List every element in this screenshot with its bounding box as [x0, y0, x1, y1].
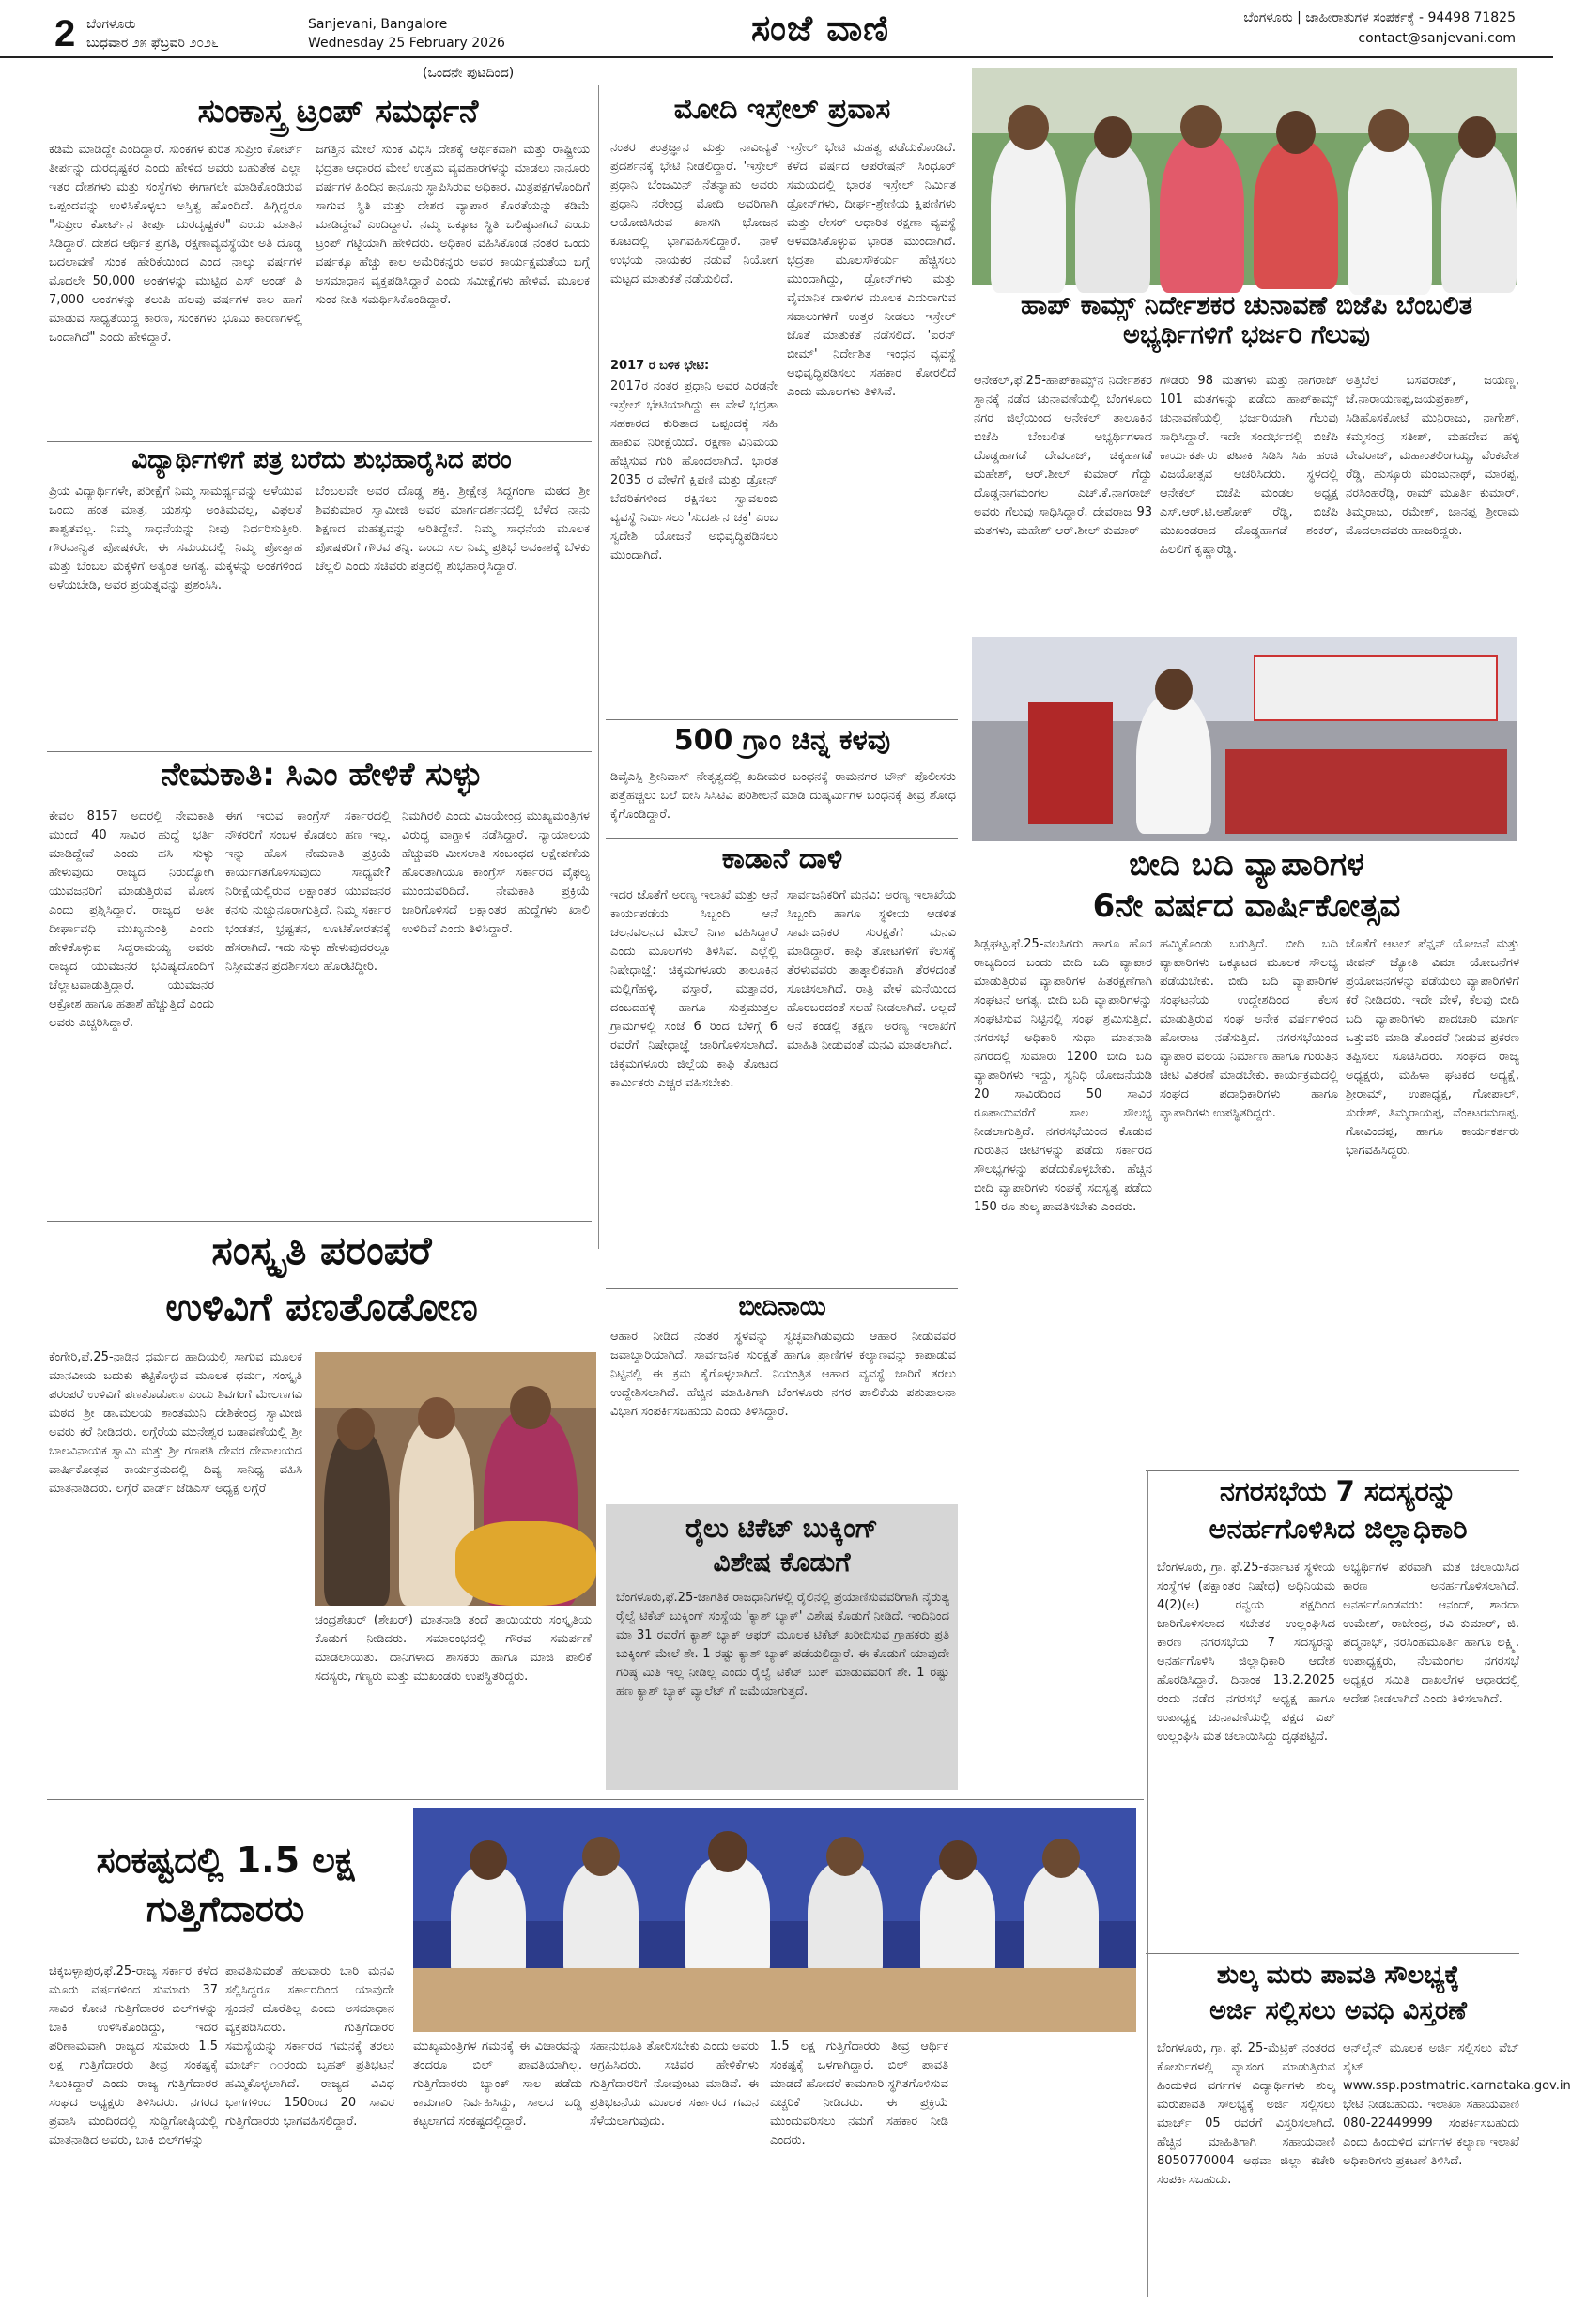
article-body-modi-col1b: 2017ರ ನಂತರ ಪ್ರಧಾನಿ ಅವರ ಎರಡನೇ ಇಸ್ರೇಲ್ ಭೇಟಿಯಾಗಿದ್ದು ಈ ವೇಳೆ ಭದ್ರತಾ ಸಹಕಾರದ ಕುರಿತಾದ ಒಪ್ಪಂದಕ್ಕೆ ಸಹಿ ಹಾಕುವ ನಿರೀಕ್ಷೆಯಿದೆ. ರಕ್ಷಣಾ ವಿನಿಮಯ ಹೆಚ್ಚಿಸುವ ಗುರಿ ಹೊಂದಲಾಗಿದೆ. ಭಾರತ 2035 ರ ವೇಳೆಗೆ ಕ್ಷಿಪಣಿ ಮತ್ತು ಡ್ರೋನ್ ಬೆದರಿಕೆಗಳಿಂದ ರಕ್ಷಿಸಲು ಸ್ವಾವಲಂಬಿ ವ್ಯವಸ್ಥೆ ನಿರ್ಮಿಸಲು 'ಸುದರ್ಶನ ಚಕ್ರ' ಎಂಬ ಸ್ವದೇಶಿ ಯೋಜನೆ ಅಭಿವೃದ್ಧಿಪಡಿಸಲು ಮುಂದಾಗಿದೆ.: [610, 379, 778, 562]
divider: [47, 1221, 592, 1222]
headline-gold: 500 ಗ್ರಾಂ ಚಿನ್ನ ಕಳವು: [673, 724, 891, 757]
article-body-contractors-col5: 1.5 ಲಕ್ಷ ಗುತ್ತಿಗೆದಾರರು ತೀವ್ರ ಆರ್ಥಿಕ ಸಂಕಷ್ಟಕ್ಕೆ ಒಳಗಾಗಿದ್ದಾರೆ. ಬಿಲ್ ಪಾವತಿ ಮಾಡದೆ ಹೋದರೆ ಕಾಮಗಾರಿ ಸ್ಥಗಿತಗೊಳಿಸುವ ಎಚ್ಚರಿಕೆ ನೀಡಿದರು. ಈ ಪ್ರಕ್ರಿಯೆ ಮುಂದುವರಿಸಲು ನಮಗೆ ಸಹಕಾರ ನೀಡಿ ಎಂದರು.: [770, 2039, 948, 2147]
article-body-trump-col1: ಕಡಿಮೆ ಮಾಡಿದ್ದೇ ಎಂದಿದ್ದಾರೆ. ಸುಂಕಗಳ ಕುರಿತ ಸುಪ್ರೀಂ ಕೋರ್ಟ್ ತೀರ್ಪನ್ನು ದುರದೃಷ್ಟಕರ ಎಂದು ಹೇಳಿದ ಅವರು ಬಹುತೇಕ ಎಲ್ಲಾ ಇತರ ದೇಶಗಳು ಮತ್ತು ಸಂಸ್ಥೆಗಳು ಈಗಾಗಲೇ ಮಾಡಿಕೊಂಡಿರುವ ಒಪ್ಪಂದವನ್ನು ಉಳಿಸಿಕೊಳ್ಳಲು ಅಸ್ತಿತ್ವ ಹೊಂದಿದೆ. ಹಿಗ್ಗಿದ್ದರೂ "ಸುಪ್ರೀಂ ಕೋರ್ಟ್‌ನ ತೀರ್ಪು ದುರದೃಷ್ಟಕರ" ಎಂದು ಮಾತಿನ ಸಿಡಿದ್ದಾರೆ. ದೇಶದ ಆರ್ಥಿಕ ಪ್ರಗತಿ, ರಕ್ಷಣಾವ್ಯವಸ್ಥೆಯೇ ಅತಿ ದೊಡ್ಡ ಬದಲಾವಣೆ ಸುಂಕ ಹೇರಿಕೆಯಿಂದ ಎಂದ ನಾಲ್ಕು ವರ್ಷಗಳ ಮೊದಲೇ 50,000 ಅಂಕಗಳನ್ನು ಮುಟ್ಟಿದ ಎಸ್ ಅಂಡ್ ಪಿ 7,000 ಅಂಕಗಳನ್ನು ತಲುಪಿ ಹಲವು ವರ್ಷಗಳ ಕಾಲ ಹಾಗೆ ಮಾಡುವ ಸಾಧ್ಯತೆಯಿದ್ದ ಕಾರಣ, ಸುಂಕಗಳು ಭೂಮಿ ಕಾರಣಗಳಲ್ಲಿ ಒಂದಾಗಿದೆ" ಎಂದು ಹೇಳಿದ್ದಾರೆ.: [49, 143, 302, 345]
article-body-trump-col2: ಜಗತ್ತಿನ ಮೇಲೆ ಸುಂಕ ವಿಧಿಸಿ ದೇಶಕ್ಕೆ ಆರ್ಥಿಕವಾಗಿ ಮತ್ತು ರಾಷ್ಟ್ರೀಯ ಭದ್ರತಾ ಆಧಾರದ ಮೇಲೆ ಉತ್ತಮ ವ್ಯವಹಾರಗಳನ್ನು ಮಾಡಲು ನಾನೂರು ವರ್ಷಗಳ ಹಿಂದಿನ ಕಾನೂನು ಸ್ಥಾಪಿಸಿರುವ ಅಧಿಕಾರ. ಮಿತ್ರಪಕ್ಷಗಳೊಂದಿಗೆ ಸಾಗುವ ಸ್ಥಿತಿ ಮತ್ತು ದೇಶದ ವ್ಯಾಪಾರ ಕೊರತೆಯನ್ನು ಕಡಿಮೆ ಮಾಡಿದ್ದೇವೆ ಎಂದಿದ್ದಾರೆ. ನಮ್ಮ ಒಕ್ಕೂಟ ಸ್ಥಿತಿ ಬಲಿಷ್ಠವಾಗಿದೆ ಎಂದು ಟ್ರಂಪ್ ಗಟ್ಟಿಯಾಗಿ ಹೇಳಿದರು. ಅಧಿಕಾರ ವಹಿಸಿಕೊಂಡ ನಂತರ ಒಂದು ವರ್ಷಕ್ಕೂ ಹೆಚ್ಚು ಕಾಲ ಅಮೆರಿಕನ್ನರು ಅವರ ಕಾರ್ಯಕ್ಷಮತೆಯ ಬಗ್ಗೆ ಅಸಮಾಧಾನ ವ್ಯಕ್ತಪಡಿಸಿದ್ದಾರೆ ಎಂದು ಸಮೀಕ್ಷೆಗಳು ಹೇಳಿವೆ. ಮೂಲಕ ಸುಂಕ ನೀತಿ ಸಮರ್ಥಿಸಿಕೊಂಡಿದ್ದಾರೆ.: [316, 143, 590, 307]
column-divider: [598, 85, 599, 1249]
article-body-students-col1: ಪ್ರಿಯ ವಿದ್ಯಾರ್ಥಿಗಳೇ, ಪರೀಕ್ಷೆಗೆ ನಿಮ್ಮ ಸಾಮರ್ಥ್ಯವನ್ನು ಅಳೆಯುವ ಒಂದು ಹಂತ ಮಾತ್ರ. ಯಶಸ್ಸು ಅಂತಿಮವಲ್ಲ, ವಿಫಲತೆ ಶಾಶ್ವತವಲ್ಲ. ನಿಮ್ಮ ಸಾಧನೆಯನ್ನು ನೀವು ನಿರ್ಧರಿಸುತ್ತೀರಿ. ಗೌರವಾನ್ವಿತ ಪೋಷಕರೇ, ಈ ಸಮಯದಲ್ಲಿ ನಿಮ್ಮ ಪ್ರೋತ್ಸಾಹ ಮತ್ತು ಬೆಂಬಲ ಮಕ್ಕಳಿಗೆ ಅತ್ಯಂತ ಅಗತ್ಯ. ಮಕ್ಕಳನ್ನು ಅಂಕಗಳಿಂದ ಅಳೆಯಬೇಡಿ, ಅವರ ಪ್ರಯತ್ನವನ್ನು ಪ್ರಶಂಸಿಸಿ.: [49, 485, 302, 593]
photo-samskriti-ceremony: [315, 1352, 596, 1606]
article-body-nemakathi-col3: ನಿಮಗಿರಲಿ ಎಂದು ವಿಜಯೇಂದ್ರ ಮುಖ್ಯಮಂತ್ರಿಗಳ ವಿರುದ್ಧ ವಾಗ್ದಾಳಿ ನಡೆಸಿದ್ದಾರೆ. ನ್ಯಾಯಾಲಯ ಹೆಚ್ಚುವರಿ ಮೀಸಲಾತಿ ಸಂಬಂಧದ ಆಕ್ಷೇಪಣೆಯ ಹೊರತಾಗಿಯೂ ಕಾಂಗ್ರೆಸ್ ಸರ್ಕಾರದ ವೈಫಲ್ಯ ಮುಂದುವರಿದಿದೆ. ನೇಮಕಾತಿ ಪ್ರಕ್ರಿಯೆ ಜಾರಿಗೊಳಿಸದೆ ಲಕ್ಷಾಂತರ ಹುದ್ದೆಗಳು ಖಾಲಿ ಉಳಿದಿವೆ ಎಂದು ತಿಳಿಸಿದ್ದಾರೆ.: [402, 809, 590, 936]
headline-railway-line1: ರೈಲು ಟಿಕೆಟ್ ಬುಕ್ಕಿಂಗ್: [685, 1513, 879, 1544]
masthead-ads-contact: ಬೆಂಗಳೂರು | ಜಾಹೀರಾತುಗಳ ಸಂಪರ್ಕಕ್ಕೆ - 94498 71825: [1243, 10, 1516, 25]
page-number: 2: [54, 13, 76, 54]
masthead-contact: [1243, 8, 1516, 49]
article-body-modi-col2: ಇಸ್ರೇಲ್ ಭೇಟಿ ಮಹತ್ವ ಪಡೆದುಕೊಂಡಿದೆ. ಕಳೆದ ವರ್ಷದ ಆಪರೇಷನ್ ಸಿಂಧೂರ್ ಸಮಯದಲ್ಲಿ ಭಾರತ ಇಸ್ರೇಲ್ ನಿರ್ಮಿತ ಡ್ರೋನ್‌ಗಳು, ದೀರ್ಘ-ಶ್ರೇಣಿಯ ಕ್ಷಿಪಣಿಗಳು ಮತ್ತು ಲೇಸರ್ ಆಧಾರಿತ ರಕ್ಷಣಾ ವ್ಯವಸ್ಥೆ ಅಳವಡಿಸಿಕೊಳ್ಳುವ ಭಾರತ ಮುಂದಾಗಿದೆ. ಭದ್ರತಾ ಮೂಲಸೌಕರ್ಯ ಹೆಚ್ಚಿಸಲು ಮುಂದಾಗಿದ್ದು, ಡ್ರೋನ್‌ಗಳು ಮತ್ತು ವೈಮಾನಿಕ ದಾಳಿಗಳ ಮೂಲಕ ಎದುರಾಗುವ ಸವಾಲುಗಳಿಗೆ ಉತ್ತರ ನೀಡಲು ಇಸ್ರೇಲ್ ಜೊತೆ ಮಾತುಕತೆ ನಡೆಸಲಿದೆ. 'ಐರನ್ ಬೀಮ್' ನಿರ್ದೇಶಿತ ಇಂಧನ ವ್ಯವಸ್ಥೆ ಅಭಿವೃದ್ಧಿಪಡಿಸಲು ಸಹಕಾರ ಕೋರಲಿದೆ ಎಂದು ಮೂಲಗಳು ತಿಳಿಸಿವೆ.: [787, 141, 956, 399]
article-body-bidinayi: ಆಹಾರ ನೀಡಿದ ನಂತರ ಸ್ಥಳವನ್ನು ಸ್ವಚ್ಛವಾಗಿಡುವುದು ಆಹಾರ ನೀಡುವವರ ಜವಾಬ್ದಾರಿಯಾಗಿದೆ. ಸಾರ್ವಜನಿಕ ಸುರಕ್ಷತೆ ಹಾಗೂ ಪ್ರಾಣಿಗಳ ಕಲ್ಯಾಣವನ್ನು ಕಾಪಾಡುವ ನಿಟ್ಟಿನಲ್ಲಿ ಈ ಕ್ರಮ ಕೈಗೊಳ್ಳಲಾಗಿದೆ. ನಿಯಂತ್ರಿತ ಆಹಾರ ವ್ಯವಸ್ಥೆ ಜಾರಿಗೆ ತರಲು ಉದ್ದೇಶಿಸಲಾಗಿದೆ. ಹೆಚ್ಚಿನ ಮಾಹಿತಿಗಾಗಿ ಬೆಂಗಳೂರು ನಗರ ಪಾಲಿಕೆಯ ಪಶುಪಾಲನಾ ವಿಭಾಗ ಸಂಪರ್ಕಿಸಬಹುದು ಎಂದು ತಿಳಿಸಿದ್ದಾರೆ.: [610, 1330, 956, 1419]
article-body-kadane-col1: ಇದರ ಜೊತೆಗೆ ಅರಣ್ಯ ಇಲಾಖೆ ಮತ್ತು ಆನೆ ಕಾರ್ಯಪಡೆಯ ಸಿಬ್ಬಂದಿ ಆನೆ ಚಲನವಲನದ ಮೇಲೆ ನಿಗಾ ವಹಿಸಿದ್ದಾರೆ ಎಂದು ಮೂಲಗಳು ತಿಳಿಸಿವೆ. ಎಲ್ಲೆಲ್ಲಿ ನಿಷೇಧಾಜ್ಞೆ: ಚಿಕ್ಕಮಗಳೂರು ತಾಲೂಕಿನ ಮಲ್ಲಿಗೆಹಳ್ಳಿ, ವಸ್ತಾರೆ, ಮತ್ತಾವರ, ದಂಬದಹಳ್ಳಿ ಹಾಗೂ ಸುತ್ತಮುತ್ತಲ ಗ್ರಾಮಗಳಲ್ಲಿ ಸಂಜೆ 6 ರಿಂದ ಬೆಳಿಗ್ಗೆ 6 ರವರೆಗೆ ನಿಷೇಧಾಜ್ಞೆ ಜಾರಿಗೊಳಿಸಲಾಗಿದೆ. ಚಿಕ್ಕಮಗಳೂರು ಜಿಲ್ಲೆಯ ಕಾಫಿ ತೋಟದ ಕಾರ್ಮಿಕರು ಎಚ್ಚರ ವಹಿಸಬೇಕು.: [610, 888, 778, 1090]
continued-tag: (ಒಂದನೇ ಪುಟದಿಂದ): [423, 66, 515, 81]
headline-samskriti-line2: ಉಳಿವಿಗೆ ಪಣತೊಡೋಣ: [165, 1284, 478, 1330]
headline-trump: ಸುಂಕಾಸ್ತ್ರ ಟ್ರಂಪ್ ಸಮರ್ಥನೆ: [197, 93, 479, 131]
divider: [1146, 1953, 1519, 1954]
masthead: [0, 0, 1553, 58]
headline-nagarasabhe-line1: ನಗರಸಭೆಯ 7 ಸದಸ್ಯರನ್ನು: [1219, 1475, 1457, 1507]
masthead-date-kn: ಬುಧವಾರ ೨೫ ಫೆಬ್ರವರಿ ೨೦೨೬: [86, 36, 219, 51]
article-body-railway: ಬೆಂಗಳೂರು,ಫೆ.25-ಜಾಗತಿಕ ರಾಜಧಾನಿಗಳಲ್ಲಿ ರೈಲಿನಲ್ಲಿ ಪ್ರಯಾಣಿಸುವವರಿಗಾಗಿ ನೈರುತ್ಯ ರೈಲ್ವೆ ಟಿಕೆಟ್ ಬುಕ್ಕಿಂಗ್ ಸಂಸ್ಥೆಯ 'ಕ್ಯಾಶ್ ಬ್ಯಾಕ್' ವಿಶೇಷ ಕೊಡುಗೆ ನೀಡಿದೆ. ಇಂದಿನಿಂದ ಮಾ 31 ರವರೆಗೆ ಕ್ಯಾಶ್ ಬ್ಯಾಕ್ ಆಫರ್ ಮೂಲಕ ಟಿಕೆಟ್ ಖರೀದಿಸುವ ಗ್ರಾಹಕರು ಪ್ರತಿ ಬುಕ್ಕಿಂಗ್ ಮೇಲೆ ಶೇ. 1 ರಷ್ಟು ಕ್ಯಾಶ್ ಬ್ಯಾಕ್ ಪಡೆಯಲಿದ್ದಾರೆ. ಈ ಕೊಡುಗೆ ಯಾವುದೇ ಗರಿಷ್ಠ ಮಿತಿ ಇಲ್ಲ ನೀಡಿಲ್ಲ ಎಂದು ರೈಲ್ವೆ ಟಿಕೆಟ್ ಬುಕ್ ಮಾಡುವವರಿಗೆ ಶೇ. 1 ರಷ್ಟು ಹಣ ಕ್ಯಾಶ್ ಬ್ಯಾಕ್ ವ್ಯಾಲೆಟ್ ಗೆ ಜಮೆಯಾಗುತ್ತದೆ.: [616, 1591, 949, 1699]
article-body-kadane-col2: ಸಾರ್ವಜನಿಕರಿಗೆ ಮನವಿ: ಅರಣ್ಯ ಇಲಾಖೆಯ ಸಿಬ್ಬಂದಿ ಹಾಗೂ ಸ್ಥಳೀಯ ಆಡಳಿತ ಸಾರ್ವಜನಿಕರ ಸುರಕ್ಷತೆಗೆ ಮನವಿ ಮಾಡಿದ್ದಾರೆ. ಕಾಫಿ ತೋಟಗಳಿಗೆ ಕೆಲಸಕ್ಕೆ ತೆರಳುವವರು ತಾತ್ಕಾಲಿಕವಾಗಿ ತೆರಳದಂತೆ ಸೂಚಿಸಲಾಗಿದೆ. ರಾತ್ರಿ ವೇಳೆ ಮನೆಯಿಂದ ಹೊರಬರದಂತೆ ಸಲಹೆ ನೀಡಲಾಗಿದೆ. ಅಲ್ಲದೆ ಆನೆ ಕಂಡಲ್ಲಿ ತಕ್ಷಣ ಅರಣ್ಯ ಇಲಾಖೆಗೆ ಮಾಹಿತಿ ನೀಡುವಂತೆ ಮನವಿ ಮಾಡಲಾಗಿದೆ.: [787, 888, 956, 1053]
divider: [47, 751, 592, 752]
masthead-city: ಬೆಂಗಳೂರು: [86, 17, 136, 32]
headline-scholarship-line2: ಅರ್ಜಿ ಸಲ್ಲಿಸಲು ಅವಧಿ ವಿಸ್ತರಣೆ: [1209, 1996, 1467, 2025]
article-body-nemakathi-col2: ಈಗ ಇರುವ ಕಾಂಗ್ರೆಸ್ ಸರ್ಕಾರದಲ್ಲಿ ನೌಕರರಿಗೆ ಸಂಬಳ ಕೊಡಲು ಹಣ ಇಲ್ಲ. ಇನ್ನು ಹೊಸ ನೇಮಕಾತಿ ಪ್ರಕ್ರಿಯೆ ಕಾರ್ಯಗತಗೊಳಿಸುವುದು ಸಾಧ್ಯವೇ? ನಿರೀಕ್ಷೆಯಲ್ಲಿರುವ ಲಕ್ಷಾಂತರ ಯುವಜನರ ಕನಸು ನುಚ್ಚುನೂರಾಗುತ್ತಿದೆ. ನಿಮ್ಮ ಸರ್ಕಾರ ಭಂಡತನ, ಭ್ರಷ್ಟತನ, ಲೂಟಿಕೋರತನಕ್ಕೆ ಹೆಸರಾಗಿದೆ. ಇದು ಸುಳ್ಳು ಹೇಳುವುದರಲ್ಲೂ ನಿಸ್ಸೀಮತನ ಪ್ರದರ್ಶಿಸಲು ಹೊರಟಿದ್ದೀರಿ.: [225, 809, 391, 974]
divider: [606, 1288, 958, 1289]
article-body-contractors-col3: ಮುಖ್ಯಮಂತ್ರಿಗಳ ಗಮನಕ್ಕೆ ಈ ವಿಚಾರವನ್ನು ತಂದರೂ ಬಿಲ್ ಪಾವತಿಯಾಗಿಲ್ಲ. ಗುತ್ತಿಗೆದಾರರು ಬ್ಯಾಂಕ್ ಸಾಲ ಪಡೆದು ಕಾಮಗಾರಿ ನಿರ್ವಹಿಸಿದ್ದು, ಸಾಲದ ಬಡ್ಡಿ ಕಟ್ಟಲಾಗದೆ ಸಂಕಷ್ಟದಲ್ಲಿದ್ದಾರೆ.: [413, 2039, 582, 2129]
headline-nemakathi: ನೇಮಕಾತಿ: ಸಿಎಂ ಹೇಳಿಕೆ ಸುಳ್ಳು: [161, 756, 483, 793]
headline-kadane: ಕಾಡಾನೆ ದಾಳಿ: [721, 842, 843, 875]
masthead-date-en: Wednesday 25 February 2026: [308, 36, 505, 51]
article-body-modi-col1: ನಂತರ ತಂತ್ರಜ್ಞಾನ ಮತ್ತು ನಾವೀನ್ಯತೆ ಪ್ರದರ್ಶನಕ್ಕೆ ಭೇಟಿ ನೀಡಲಿದ್ದಾರೆ. 'ಇಸ್ರೇಲ್ ಪ್ರಧಾನಿ ಬೆಂಜಮಿನ್ ನೆತನ್ಯಾಹು ಅವರು ಪ್ರಧಾನಿ ನರೇಂದ್ರ ಮೋದಿ ಅವರಿಗಾಗಿ ಆಯೋಜಿಸಿರುವ ಖಾಸಗಿ ಭೋಜನ ಕೂಟದಲ್ಲಿ ಭಾಗವಹಿಸಲಿದ್ದಾರೆ. ನಾಳೆ ಉಭಯ ನಾಯಕರ ನಡುವೆ ನಿಯೋಗ ಮಟ್ಟದ ಮಾತುಕತೆ ನಡೆಯಲಿದೆ.: [610, 141, 778, 286]
article-body-contractors-col1: ಚಿಕ್ಕಬಳ್ಳಾಪುರ,ಫೆ.25-ರಾಜ್ಯ ಸರ್ಕಾರ ಕಳೆದ ಮೂರು ವರ್ಷಗಳಿಂದ ಸುಮಾರು 37 ಸಾವಿರ ಕೋಟಿ ಗುತ್ತಿಗೆದಾರರ ಬಿಲ್‌ಗಳನ್ನು ಬಾಕಿ ಉಳಿಸಿಕೊಂಡಿದ್ದು, ಇದರ ಪರಿಣಾಮವಾಗಿ ರಾಜ್ಯದ ಸುಮಾರು 1.5 ಲಕ್ಷ ಗುತ್ತಿಗೆದಾರರು ತೀವ್ರ ಸಂಕಷ್ಟಕ್ಕೆ ಸಿಲುಕಿದ್ದಾರೆ ಎಂದು ರಾಜ್ಯ ಗುತ್ತಿಗೆದಾರರ ಸಂಘದ ಅಧ್ಯಕ್ಷರು ತಿಳಿಸಿದರು. ನಗರದ ಪ್ರವಾಸಿ ಮಂದಿರದಲ್ಲಿ ಸುದ್ದಿಗೋಷ್ಠಿಯಲ್ಲಿ ಮಾತನಾಡಿದ ಅವರು, ಬಾಕಿ ಬಿಲ್‌ಗಳನ್ನು: [49, 1964, 218, 2147]
headline-hopcoms: ಹಾಪ್ ಕಾಮ್ಸ್ ನಿರ್ದೇಶಕರ ಚುನಾವಣೆ ಬಿಜೆಪಿ ಬೆಂಬಲಿತ ಅಭ್ಯರ್ಥಿಗಳಿಗೆ ಭರ್ಜರಿ ಗೆಲುವು: [1020, 291, 1473, 350]
headline-nagarasabhe-line2: ಅನರ್ಹಗೊಳಿಸಿದ ಜಿಲ್ಲಾಧಿಕಾರಿ: [1209, 1513, 1468, 1545]
newspaper-logo: ಸಂಜೆ ವಾಣಿ: [751, 8, 890, 49]
divider: [606, 719, 958, 720]
divider: [1146, 1470, 1519, 1471]
masthead-email: contact@sanjevani.com: [1358, 31, 1516, 46]
masthead-edition: Sanjevani, Bangalore: [308, 17, 448, 32]
article-body-nemakathi-col1: ಕೇವಲ 8157 ಅದರಲ್ಲಿ ನೇಮಕಾತಿ ಮುಂದೆ 40 ಸಾವಿರ ಹುದ್ದೆ ಭರ್ತಿ ಮಾಡಿದ್ದೇವೆ ಎಂದು ಹಸಿ ಸುಳ್ಳು ಹೇಳುವುದು ರಾಜ್ಯದ ನಿರುದ್ಯೋಗಿ ಯುವಜನರಿಗೆ ಮಾಡುತ್ತಿರುವ ಮೋಸ ಎಂದು ಪ್ರಶ್ನಿಸಿದ್ದಾರೆ. ರಾಜ್ಯದ ಅತೀ ದೀರ್ಘಾವಧಿ ಮುಖ್ಯಮಂತ್ರಿ ಎಂದು ಹೇಳಿಕೊಳ್ಳುವ ಸಿದ್ದರಾಮಯ್ಯ ಅವರು ರಾಜ್ಯದ ಯುವಜನರ ಭವಿಷ್ಯದೊಂದಿಗೆ ಚೆಲ್ಲಾಟವಾಡುತ್ತಿದ್ದಾರೆ. ಯುವಜನರ ಆಕ್ರೋಶ ಹಾಗೂ ಹತಾಶೆ ಹೆಚ್ಚುತ್ತಿದೆ ಎಂದು ಅವರು ಎಚ್ಚರಿಸಿದ್ದಾರೆ.: [49, 809, 214, 1030]
article-body-samskriti: ಕೆಂಗೇರಿ,ಫೆ.25-ನಾಡಿನ ಧರ್ಮದ ಹಾದಿಯಲ್ಲಿ ಸಾಗುವ ಮೂಲಕ ಮಾನವೀಯ ಬದುಕು ಕಟ್ಟಿಕೊಳ್ಳುವ ಮೂಲಕ ಧರ್ಮ, ಸಂಸ್ಕೃತಿ ಪರಂಪರೆ ಉಳಿವಿಗೆ ಪಣತೊಡೋಣ ಎಂದು ಶಿವಗಂಗೆ ಮೇಲಣಗವಿ ಮಠದ ಶ್ರೀ ಡಾ.ಮಲಯ ಶಾಂತಮುನಿ ದೇಶಿಕೇಂದ್ರ ಸ್ವಾಮೀಜಿ ಅವರು ಕರೆ ನೀಡಿದರು. ಲಗ್ಗೆರೆಯ ಮುನೇಶ್ವರ ಬಡಾವಣೆಯಲ್ಲಿ ಶ್ರೀ ಬಾಲವಿನಾಯಕ ಸ್ವಾಮಿ ಮತ್ತು ಶ್ರೀ ಗಣಪತಿ ದೇವರ ದೇವಾಲಯದ ವಾರ್ಷಿಕೋತ್ಸವ ಕಾರ್ಯಕ್ರಮದಲ್ಲಿ ದಿವ್ಯ ಸಾನಿಧ್ಯ ವಹಿಸಿ ಮಾತನಾಡಿದರು. ಲಗ್ಗೆರೆ ವಾರ್ಡ್ ಜೆಡಿಎಸ್ ಅಧ್ಯಕ್ಷ ಲಗ್ಗೆರೆ: [49, 1350, 302, 1496]
headline-vendors-line2: 6ನೇ ವರ್ಷದ ವಾರ್ಷಿಕೋತ್ಸವ: [1092, 887, 1401, 925]
article-body-hopcoms-col2: ಗೌಡರು 98 ಮತಗಳು ಮತ್ತು ನಾಗರಾಜ್ 101 ಮತಗಳನ್ನು ಪಡೆದು ಹಾಪ್‌ಕಾಮ್ಸ್ ಚುನಾವಣೆಯಲ್ಲಿ ಭರ್ಜರಿಯಾಗಿ ಗೆಲುವು ಸಾಧಿಸಿದ್ದಾರೆ. ಇದೇ ಸಂದರ್ಭದಲ್ಲಿ ಬಿಜೆಪಿ ಕಾರ್ಯಕರ್ತರು ಪಟಾಕಿ ಸಿಡಿಸಿ ಸಿಹಿ ಹಂಚಿ ವಿಜಯೋತ್ಸವ ಆಚರಿಸಿದರು. ಸ್ಥಳದಲ್ಲಿ ಆನೇಕಲ್ ಬಿಜೆಪಿ ಮಂಡಲ ಅಧ್ಯಕ್ಷ ಎಸ್.ಆರ್.ಟಿ.ಅಶೋಕ್ ರೆಡ್ಡಿ, ಬಿಜೆಪಿ ಮುಖಂಡರಾದ ದೊಡ್ಡಹಾಗಡೆ ಶಂಕರ್, ಹಿಲಲಿಗೆ ಕೃಷ್ಣಾರೆಡ್ಡಿ.: [1160, 374, 1338, 557]
article-body-contractors-col4: ಸಹಾನುಭೂತಿ ತೋರಿಸಬೇಕು ಎಂದು ಅವರು ಆಗ್ರಹಿಸಿದರು. ಸಚಿವರ ಹೇಳಿಕೆಗಳು ಗುತ್ತಿಗೆದಾರರಿಗೆ ನೋವುಂಟು ಮಾಡಿವೆ. ಈ ಪ್ರತಿಭಟನೆಯ ಮೂಲಕ ಸರ್ಕಾರದ ಗಮನ ಸೆಳೆಯಲಾಗುವುದು.: [590, 2039, 759, 2129]
headline-samskriti-line1: ಸಂಸ್ಕೃತಿ ಪರಂಪರೆ: [211, 1227, 432, 1273]
article-body-nagarasabhe-col2: ಅಭ್ಯರ್ಥಿಗಳ ಪರವಾಗಿ ಮತ ಚಲಾಯಿಸಿದ ಕಾರಣ ಅನರ್ಹಗೊಳಿಸಲಾಗಿದೆ. ಅನರ್ಹಗೊಂಡವರು: ಆನಂದ್, ಶಾರದಾ ಉಮೇಶ್, ರಾಜೇಂದ್ರ, ರವಿ ಕುಮಾರ್, ಜಿ. ಪದ್ಮನಾಭ್, ನರಸಿಂಹಮೂರ್ತಿ ಹಾಗೂ ಲಕ್ಷ್ಮಿ. ಉಪಾಧ್ಯಕ್ಷರು, ನೆಲಮಂಗಲ ನಗರಸಭೆ ಅಧ್ಯಕ್ಷರ ಸಮಿತಿ ದಾಖಲೆಗಳ ಆಧಾರದಲ್ಲಿ ಆದೇಶ ನೀಡಲಾಗಿದೆ ಎಂದು ತಿಳಿಸಲಾಗಿದೆ.: [1343, 1561, 1519, 1706]
article-body-hopcoms-col1: ಆನೇಕಲ್,ಫೆ.25-ಹಾಪ್‌ಕಾಮ್ಸ್‌ನ ನಿರ್ದೇಶಕರ ಸ್ಥಾನಕ್ಕೆ ನಡೆದ ಚುನಾವಣೆಯಲ್ಲಿ ಬೆಂಗಳೂರು ನಗರ ಜಿಲ್ಲೆಯಿಂದ ಆನೇಕಲ್ ತಾಲೂಕಿನ ಬಿಜೆಪಿ ಬೆಂಬಲಿತ ಅಭ್ಯರ್ಥಿಗಳಾದ ದೊಡ್ಡಹಾಗಡೆ ದೇವರಾಜ್, ಚಿಕ್ಕಹಾಗಡೆ ಮಹೇಶ್, ಆರ್.ಶೀಲ್ ಕುಮಾರ್ ಗೆದ್ದು ದೊಡ್ಡನಾಗಮಂಗಲ ಎಚ್.ಕೆ.ನಾಗರಾಜ್ ಅವರು ಗೆಲುವು ಸಾಧಿಸಿದ್ದಾರೆ. ದೇವರಾಜ 93 ಮತಗಳು, ಮಹೇಶ್ ಆರ್.ಶೀಲ್ ಕುಮಾರ್: [974, 374, 1152, 538]
headline-bidinayi: ಬೀದಿನಾಯಿ: [738, 1293, 826, 1321]
photo-hopcoms-winners: [972, 68, 1517, 285]
subhead-modi: 2017 ರ ಬಳಿಕ ಭೇಟಿ:: [610, 359, 710, 373]
article-body-hopcoms-col3: ಅತ್ತಿಬೆಲೆ ಬಸವರಾಜ್, ಜಯಣ್ಣ, ಜೆ.ನಾರಾಯಣಪ್ಪ,ಜಯಪ್ರಕಾಶ್, ಸಿಡಿಹೊಸಕೋಟೆ ಮುನಿರಾಜು, ನಾಗೇಶ್, ಕಮ್ಮಸಂದ್ರ ಸತೀಶ್, ಮಹದೇವ ಹಳ್ಳಿ ದೇವರಾಜ್, ಮಹಾಂತಲಿಂಗಯ್ಯ, ವೆಂಕಟೇಶ ರೆಡ್ಡಿ, ಹುಸ್ಕೂರು ಮಂಜುನಾಥ್, ಮಾರಪ್ಪ, ನರಸಿಂಹರೆಡ್ಡಿ, ರಾಮ್ ಮೂರ್ತಿ ಕುಮಾರ್, ತಿಮ್ಮರಾಜು, ರಮೇಶ್, ಜಾನಪ್ಪ ಶ್ರೀರಾಮ ಮೊದಲಾದವರು ಹಾಜರಿದ್ದರು.: [1346, 374, 1519, 538]
article-body-scholarship-col2: ಆನ್‌ಲೈನ್ ಮೂಲಕ ಅರ್ಜಿ ಸಲ್ಲಿಸಲು ವೆಬ್ ಸೈಟ್ www.ssp.postmatric.karnataka.gov.in ಭೇಟಿ ನೀಡಬಹುದು. ಇಲಾಖಾ ಸಹಾಯವಾಣಿ 080-22449999 ಸಂಪರ್ಕಿಸಬಹುದು ಎಂದು ಹಿಂದುಳಿದ ವರ್ಗಗಳ ಕಲ್ಯಾಣ ಇಲಾಖೆ ಅಧಿಕಾರಿಗಳು ಪ್ರಕಟಣೆ ತಿಳಿಸಿದೆ.: [1343, 2041, 1571, 2168]
photo-caption-samskriti: ಚಂದ್ರಶೇಖರ್ (ಶೇಖರ್) ಮಾತನಾಡಿ ತಂದೆ ತಾಯಿಯರು ಸಂಸ್ಕೃತಿಯ ಕೊಡುಗೆ ನೀಡಿದರು. ಸಮಾರಂಭದಲ್ಲಿ ಗೌರವ ಸಮರ್ಪಣೆ ಮಾಡಲಾಯಿತು. ದಾನಿಗಳಾದ ಶಾಸಕರು ಹಾಗೂ ಮಾಜಿ ಪಾಲಿಕೆ ಸದಸ್ಯರು, ಗಣ್ಯರು ಮತ್ತು ಮುಖಂಡರು ಉಪಸ್ಥಿತರಿದ್ದರು.: [315, 1613, 592, 1684]
masthead-edition-date: [308, 15, 505, 53]
photo-vendors-event: [972, 637, 1517, 841]
headline-modi: ಮೋದಿ ಇಸ್ರೇಲ್ ಪ್ರವಾಸ: [673, 93, 891, 126]
column-divider: [1147, 1470, 1148, 2297]
article-body-nagarasabhe-col1: ಬೆಂಗಳೂರು, ಗ್ರಾ. ಫೆ.25-ಕರ್ನಾಟಕ ಸ್ಥಳೀಯ ಸಂಸ್ಥೆಗಳ (ಪಕ್ಷಾಂತರ ನಿಷೇಧ) ಅಧಿನಿಯಮ 4(2)(ಅ) ರನ್ವಯ ಪಕ್ಷದಿಂದ ಜಾರಿಗೊಳಿಸಲಾದ ಸಚೇತಕ ಉಲ್ಲಂಘಿಸಿದ ಕಾರಣ ನಗರಸಭೆಯ 7 ಸದಸ್ಯರನ್ನು ಅನರ್ಹಗೊಳಿಸಿ ಜಿಲ್ಲಾಧಿಕಾರಿ ಆದೇಶ ಹೊರಡಿಸಿದ್ದಾರೆ. ದಿನಾಂಕ 13.2.2025 ರಂದು ನಡೆದ ನಗರಸಭೆ ಅಧ್ಯಕ್ಷ ಹಾಗೂ ಉಪಾಧ್ಯಕ್ಷ ಚುನಾವಣೆಯಲ್ಲಿ ಪಕ್ಷದ ವಿಪ್ ಉಲ್ಲಂಘಿಸಿ ಮತ ಚಲಾಯಿಸಿದ್ದು ದೃಢಪಟ್ಟಿದೆ.: [1157, 1561, 1335, 1744]
headline-contractors-line1: ಸಂಕಷ್ಟದಲ್ಲಿ 1.5 ಲಕ್ಷ: [96, 1839, 355, 1881]
article-body-vendors-col3: ಜೊತೆಗೆ ಆಟಲ್ ಪೆನ್ಷನ್ ಯೋಜನೆ ಮತ್ತು ಜೀವನ್ ಜ್ಯೋತಿ ವಿಮಾ ಯೋಜನೆಗಳ ಪ್ರಯೋಜನಗಳನ್ನು ಪಡೆಯಲು ವ್ಯಾಪಾರಿಗಳಿಗೆ ಕರೆ ನೀಡಿದರು. ಇದೇ ವೇಳೆ, ಕೆಲವು ಬೀದಿ ಬದಿ ವ್ಯಾಪಾರಿಗಳು ಪಾದಚಾರಿ ಮಾರ್ಗ ಒತ್ತುವರಿ ಮಾಡಿ ತೊಂದರೆ ನೀಡುವ ಪ್ರಕರಣ ತಪ್ಪಿಸಲು ಸೂಚಿಸಿದರು. ಸಂಘದ ರಾಜ್ಯ ಅಧ್ಯಕ್ಷರು, ಮಹಿಳಾ ಘಟಕದ ಅಧ್ಯಕ್ಷೆ, ಶ್ರೀರಾಮ್, ಉಪಾಧ್ಯಕ್ಷ, ಗೋಪಾಲ್, ಸುರೇಶ್, ತಿಮ್ಮರಾಯಪ್ಪ, ವೆಂಕಟರಮಣಪ್ಪ, ಗೋವಿಂದಪ್ಪ, ಹಾಗೂ ಕಾರ್ಯಕರ್ತರು ಭಾಗವಹಿಸಿದ್ದರು.: [1346, 937, 1519, 1158]
article-body-students-col2: ಬೆಂಬಲವೇ ಅವರ ದೊಡ್ಡ ಶಕ್ತಿ. ಶ್ರೀಕ್ಷೇತ್ರ ಸಿದ್ಧಗಂಗಾ ಮಠದ ಶ್ರೀ ಶಿವಕುಮಾರ ಸ್ವಾಮೀಜಿ ಅವರ ಮಾರ್ಗದರ್ಶನದಲ್ಲಿ ಬೆಳೆದ ನಾನು ಶಿಕ್ಷಣದ ಮಹತ್ವವನ್ನು ಅರಿತಿದ್ದೇನೆ. ನಿಮ್ಮ ಸಾಧನೆಯ ಮೂಲಕ ಪೋಷಕರಿಗೆ ಗೌರವ ತನ್ನಿ. ಒಂದು ಸಲ ನಿಮ್ಮ ಪ್ರತಿಭೆ ಅವಕಾಶಕ್ಕೆ ಬೆಳಕು ಚೆಲ್ಲಲಿ ಎಂದು ಸಚಿವರು ಪತ್ರದಲ್ಲಿ ಶುಭಹಾರೈಸಿದ್ದಾರೆ.: [316, 485, 590, 574]
divider: [47, 441, 592, 442]
article-body-vendors-col1: ಶಿಡ್ಲಘಟ್ಟ,ಫೆ.25-ವಲಸಿಗರು ಹಾಗೂ ಹೊರ ರಾಜ್ಯದಿಂದ ಬಂದು ಬೀದಿ ಬದಿ ವ್ಯಾಪಾರ ಮಾಡುತ್ತಿರುವ ವ್ಯಾಪಾರಿಗಳ ಹಿತರಕ್ಷಣೆಗಾಗಿ ಸಂಘಟನೆ ಅಗತ್ಯ. ಬೀದಿ ಬದಿ ವ್ಯಾಪಾರಿಗಳನ್ನು ಸಂಘಟಿಸುವ ನಿಟ್ಟಿನಲ್ಲಿ ಸಂಘ ಶ್ರಮಿಸುತ್ತಿದೆ. ನಗರಸಭೆ ಅಧಿಕಾರಿ ಸುಧಾ ಮಾತನಾಡಿ ನಗರದಲ್ಲಿ ಸುಮಾರು 1200 ಬೀದಿ ಬದಿ ವ್ಯಾಪಾರಿಗಳು ಇದ್ದು, ಸ್ವನಿಧಿ ಯೋಜನೆಯಡಿ 20 ಸಾವಿರದಿಂದ 50 ಸಾವಿರ ರೂಪಾಯಿವರೆಗೆ ಸಾಲ ಸೌಲಭ್ಯ ನೀಡಲಾಗುತ್ತಿದೆ. ನಗರಸಭೆಯಿಂದ ಕೊಡುವ ಗುರುತಿನ ಚೀಟಿಗಳನ್ನು ಪಡೆದು ಸರ್ಕಾರದ ಸೌಲಭ್ಯಗಳನ್ನು ಪಡೆದುಕೊಳ್ಳಬೇಕು. ಹೆಚ್ಚಿನ ಬೀದಿ ವ್ಯಾಪಾರಿಗಳು ಸಂಘಕ್ಕೆ ಸದಸ್ಯತ್ವ ಪಡೆದು 150 ರೂ ಶುಲ್ಕ ಪಾವತಿಸಬೇಕು ಎಂದರು.: [974, 937, 1152, 1214]
article-body-gold: ಡಿವೈಎಸ್ಪಿ ಶ್ರೀನಿವಾಸ್ ನೇತೃತ್ವದಲ್ಲಿ ಖದೀಮರ ಬಂಧನಕ್ಕೆ ರಾಮನಗರ ಟೌನ್ ಪೊಲೀಸರು ಪತ್ತೆಹಚ್ಚಲು ಬಲೆ ಬೀಸಿ ಸಿಸಿಟಿವಿ ಪರಿಶೀಲನೆ ಮಾಡಿ ದುಷ್ಕರ್ಮಿಗಳ ಬಂಧನಕ್ಕೆ ತೀವ್ರ ಶೋಧ ಕೈಗೊಂಡಿದ್ದಾರೆ.: [610, 770, 956, 822]
headline-contractors-line2: ಗುತ್ತಿಗೆದಾರರು: [146, 1888, 305, 1930]
headline-students: ವಿದ್ಯಾರ್ಥಿಗಳಿಗೆ ಪತ್ರ ಬರೆದು ಶುಭಹಾರೈಸಿದ ಪರಂ: [131, 446, 512, 474]
divider: [47, 1799, 1144, 1800]
article-body-vendors-col2: ಹಮ್ಮಿಕೊಂಡು ಬರುತ್ತಿದೆ. ಬೀದಿ ಬದಿ ವ್ಯಾಪಾರಿಗಳು ಒಕ್ಕೂಟದ ಮೂಲಕ ಸೌಲಭ್ಯ ಪಡೆಯಬೇಕು. ಬೀದಿ ಬದಿ ವ್ಯಾಪಾರಿಗಳ ಸಂಘಟನೆಯ ಉದ್ದೇಶದಿಂದ ಕೆಲಸ ಮಾಡುತ್ತಿರುವ ಸಂಘ ಅನೇಕ ವರ್ಷಗಳಿಂದ ಹೋರಾಟ ನಡೆಸುತ್ತಿದೆ. ನಗರಸಭೆಯಿಂದ ವ್ಯಾಪಾರ ವಲಯ ನಿರ್ಮಾಣ ಹಾಗೂ ಗುರುತಿನ ಚೀಟಿ ವಿತರಣೆ ಮಾಡಬೇಕು. ಕಾರ್ಯಕ್ರಮದಲ್ಲಿ ಸಂಘದ ಪದಾಧಿಕಾರಿಗಳು ಹಾಗೂ ವ್ಯಾಪಾರಿಗಳು ಉಪಸ್ಥಿತರಿದ್ದರು.: [1160, 937, 1338, 1120]
article-body-contractors-col2: ಪಾವತಿಸುವಂತೆ ಹಲವಾರು ಬಾರಿ ಮನವಿ ಸಲ್ಲಿಸಿದ್ದರೂ ಸರ್ಕಾರದಿಂದ ಯಾವುದೇ ಸ್ಪಂದನೆ ದೊರೆತಿಲ್ಲ ಎಂದು ಅಸಮಾಧಾನ ವ್ಯಕ್ತಪಡಿಸಿದರು. ಗುತ್ತಿಗೆದಾರರ ಸಮಸ್ಯೆಯನ್ನು ಸರ್ಕಾರದ ಗಮನಕ್ಕೆ ತರಲು ಮಾರ್ಚ್ ೧೦ರಂದು ಬೃಹತ್ ಪ್ರತಿಭಟನೆ ಹಮ್ಮಿಕೊಳ್ಳಲಾಗಿದೆ. ರಾಜ್ಯದ ವಿವಿಧ ಭಾಗಗಳಿಂದ 150ರಿಂದ 20 ಸಾವಿರ ಗುತ್ತಿಗೆದಾರರು ಭಾಗವಹಿಸಲಿದ್ದಾರೆ.: [225, 1964, 394, 2129]
headline-vendors-line1: ಬೀದಿ ಬದಿ ವ್ಯಾಪಾರಿಗಳ: [1129, 846, 1364, 884]
headline-railway-line2: ವಿಶೇಷ ಕೊಡುಗೆ: [713, 1547, 851, 1578]
masthead-city-date: [86, 15, 219, 53]
divider: [606, 838, 958, 839]
photo-contractors-press-meet: [413, 1808, 1136, 2032]
headline-scholarship-line1: ಶುಲ್ಕ ಮರು ಪಾವತಿ ಸೌಲಭ್ಯಕ್ಕೆ: [1216, 1961, 1460, 1990]
article-body-scholarship-col1: ಬೆಂಗಳೂರು, ಗ್ರಾ. ಫೆ. 25-ಮೆಟ್ರಿಕ್ ನಂತರದ ಕೋರ್ಸುಗಳಲ್ಲಿ ವ್ಯಾಸಂಗ ಮಾಡುತ್ತಿರುವ ಹಿಂದುಳಿದ ವರ್ಗಗಳ ವಿದ್ಯಾರ್ಥಿಗಳು ಶುಲ್ಕ ಮರುಪಾವತಿ ಸೌಲಭ್ಯಕ್ಕೆ ಅರ್ಜಿ ಸಲ್ಲಿಸಲು ಮಾರ್ಚ್ 05 ರವರೆಗೆ ವಿಸ್ತರಿಸಲಾಗಿದೆ. ಹೆಚ್ಚಿನ ಮಾಹಿತಿಗಾಗಿ ಸಹಾಯವಾಣಿ 8050770004 ಅಥವಾ ಜಿಲ್ಲಾ ಕಚೇರಿ ಸಂಪರ್ಕಿಸಬಹುದು.: [1157, 2041, 1335, 2187]
